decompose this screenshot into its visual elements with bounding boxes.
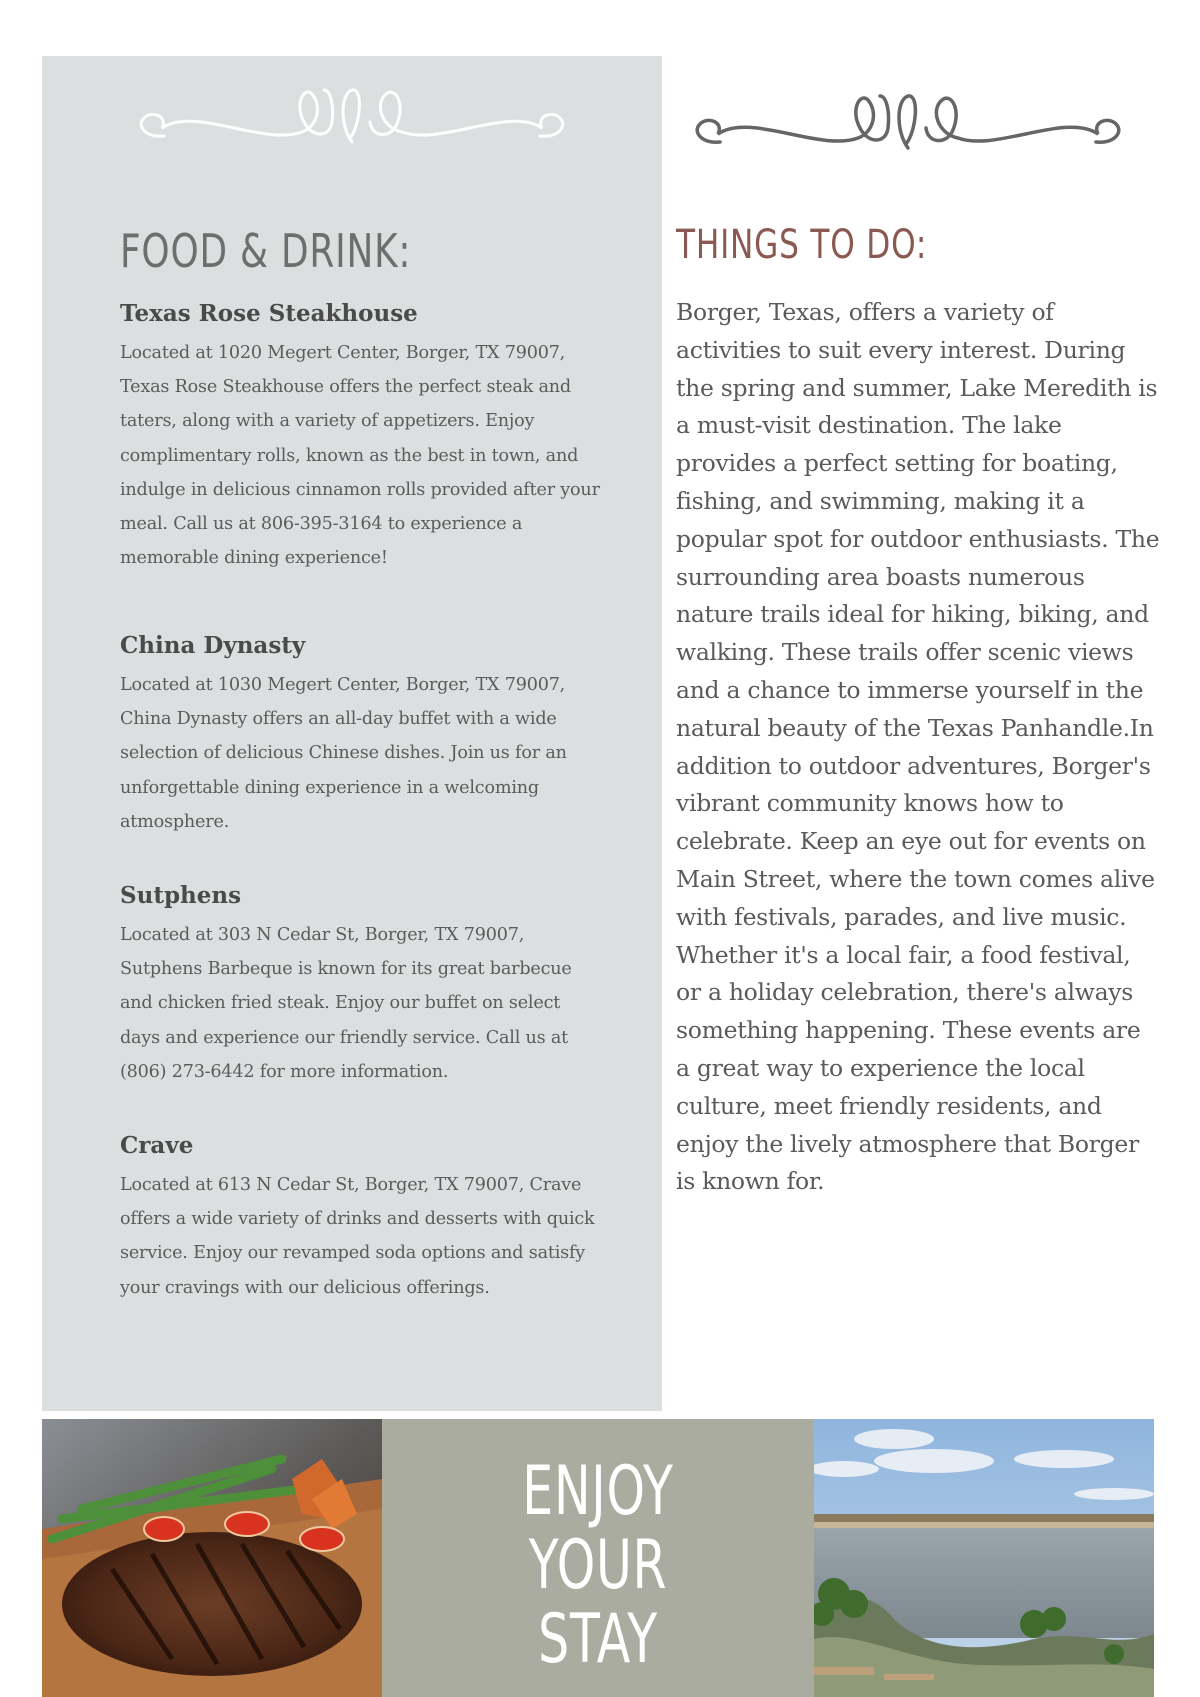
food-drink-heading: FOOD & DRINK: bbox=[120, 224, 412, 278]
list-item bbox=[120, 300, 600, 575]
things-to-do-body: Borger, Texas, offers a variety of activities to suit every interest. During the spring and summer, Lake Meredith is a must-visit destination. The lake provides a perfect setting for boating, fishing, and swimming, making it a popular spot for outdoor enthusiasts. The surrounding area boasts numerous nature trails ideal for hiking, biking, and walking. These trails offer scenic views and a chance to immerse yourself in the natural beauty of the Texas Panhandle.In addition to outdoor adventures, Borger's vibrant community knows how to celebrate. Keep an eye out for events on Main Street, where the town comes alive with festivals, parades, and live music. Whether it's a local fair, a food festival, or a holiday celebration, there's always something happening. These events are a great way to experience the local culture, meet friendly residents, and enjoy the lively atmosphere that Borger is known for. bbox=[676, 298, 1160, 1196]
enjoy-your-stay-banner bbox=[382, 1419, 814, 1697]
restaurant-name: Texas Rose Steakhouse bbox=[120, 300, 418, 327]
restaurant-description: Located at 1020 Megert Center, Borger, TX 79007, Texas Rose Steakhouse offers the perfect steak and taters, along with a variety of appetizers. Enjoy complimentary rolls, known as the best in town, and indulge in delicious cinnamon rolls provided after your meal. Call us at 806-395-3164 to experience a memorable dining experience! bbox=[120, 343, 600, 569]
lake-photo bbox=[814, 1419, 1154, 1697]
list-item bbox=[120, 882, 600, 1089]
restaurant-description: Located at 303 N Cedar St, Borger, TX 79007, Sutphens Barbeque is known for its great barbecue and chicken fried steak. Enjoy our buffet on select days and experience our friendly service. Call us at (806) 273-6442 for more information. bbox=[120, 925, 572, 1082]
food-drink-panel bbox=[42, 56, 662, 1411]
banner-line: YOUR bbox=[528, 1526, 668, 1605]
restaurant-description: Located at 1030 Megert Center, Borger, TX 79007, China Dynasty offers an all-day buffet with a wide selection of delicious Chinese dishes. Join us for an unforgettable dining experience in a welcoming atmosphere. bbox=[120, 675, 567, 832]
steak-photo bbox=[42, 1419, 382, 1697]
swirl-ornament-icon bbox=[690, 92, 1126, 162]
restaurant-name: Crave bbox=[120, 1132, 194, 1159]
list-item bbox=[120, 1132, 600, 1305]
restaurant-description: Located at 613 N Cedar St, Borger, TX 79007, Crave offers a wide variety of drinks and desserts with quick service. Enjoy our revamped soda options and satisfy your cravings with our delicious offerings. bbox=[120, 1175, 595, 1298]
things-to-do-heading: THINGS TO DO: bbox=[676, 222, 928, 268]
banner-line: STAY bbox=[538, 1600, 658, 1679]
restaurant-name: China Dynasty bbox=[120, 632, 306, 659]
banner-line: ENJOY bbox=[522, 1452, 674, 1531]
restaurant-name: Sutphens bbox=[120, 882, 242, 909]
swirl-ornament-icon bbox=[134, 86, 570, 156]
list-item bbox=[120, 632, 600, 839]
